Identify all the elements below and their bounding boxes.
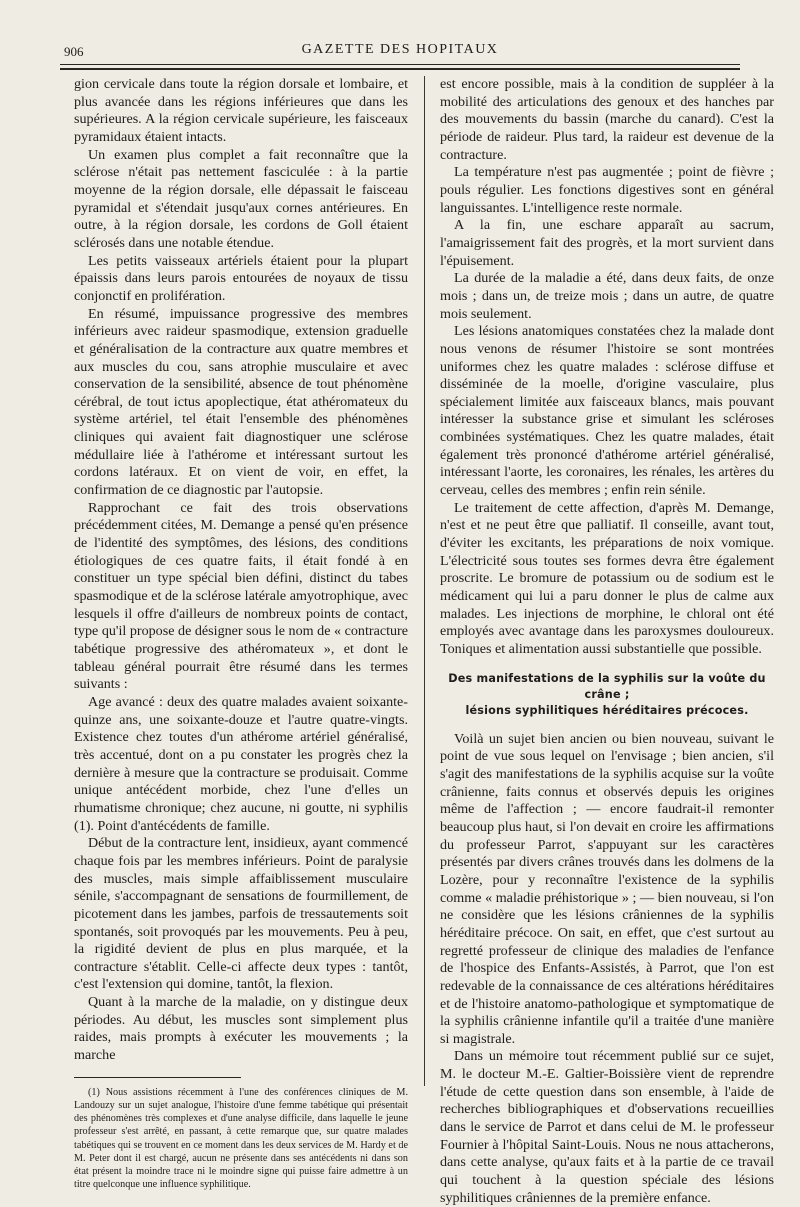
paragraph: La température n'est pas augmentée ; point de fièvre ; pouls régulier. Les fonctions digestives sont en général languissantes. L'intelligence reste normale. <box>440 164 774 216</box>
paragraph: Un examen plus complet a fait reconnaître que la sclérose n'était pas nettement fasciculée : à la partie moyenne de la région dorsale, elle dépassait le faisceau pyramidal et s'étendait jusqu'aux cornes antérieures. En outre, à la région dorsale, les cordons de Goll étaient sclérosés dans une notable étendue. <box>74 146 408 251</box>
paragraph: La durée de la maladie a été, dans deux faits, de onze mois ; dans un, de treize mois ; dans un autre, de quatre mois seulement. <box>440 270 774 322</box>
page-number: 906 <box>64 44 84 59</box>
paragraph: A la fin, une eschare apparaît au sacrum, l'amaigrissement fait des progrès, et la mort survient dans l'épuisement. <box>440 217 774 269</box>
paragraph: est encore possible, mais à la condition de suppléer à la mobilité des articulations des genoux et des hanches par des mouvements du bassin (marche du canard). C'est la période de raideur. Plus tard, la raideur est devenue de la contracture. <box>440 76 774 163</box>
footnote-separator <box>74 1077 241 1078</box>
paragraph: Début de la contracture lent, insidieux, ayant commencé chaque fois par les membres inférieurs. Point de paralysie des muscles, mais simple affaiblissement musculaire sénile, s'accompagnant de sensations de fourmillement, de picotement dans les jambes, parfois de tressautements soit spontanés, soit provoqués par les mouvements. Peu à peu, la rigidité devient de plus en plus marquée, et la contracture s'établit. Celle-ci affecte deux types : tantôt, c'est l'extension qui domine, tantôt, la flexion. <box>74 835 408 993</box>
column-divider <box>424 76 425 1086</box>
section-title <box>440 671 774 719</box>
page-header <box>60 40 740 60</box>
left-column <box>74 76 408 1191</box>
paragraph: Voilà un sujet bien ancien ou bien nouveau, suivant le point de vue sous lequel on l'envisage ; bien ancien, s'il s'agit des manifestations de la syphilis acquise sur la voûte crânienne, faits connus et observés depuis les origines même de l'affection ; — encore faudrait-il remonter beaucoup plus haut, si l'on devait en croire les affirmations du professeur Parrot, s'appuyant sur les caractères présentés par divers crânes trouvés dans les dolmens de la Lozère, pour y reconnaître l'existence de la syphilis comme « maladie préhistorique » ; — bien nouveau, si l'on ne considère que les lésions crâniennes de la syphilis héréditaire précoce. On sait, en effet, que c'est surtout au regretté professeur de clinique des maladies de l'enfance de l'hospice des Enfants-Assistés, à Parrot, que l'on est redevable de la connaissance de ces altérations héréditaires et de l'histoire anatomo-pathologique et symptomatique de la syphilis crânienne infantile qu'il a traitée d'une manière si magistrale. <box>440 730 774 1047</box>
header-rule <box>60 64 740 65</box>
section-title-line: Des manifestations de la syphilis sur la voûte du crâne ; <box>448 671 766 701</box>
header-rule-double <box>60 68 740 70</box>
footnote: (1) Nous assistions récemment à l'une des conférences cliniques de M. Landouzy sur un sujet analogue, l'histoire d'une femme tabétique qui présentait des phénomènes très complexes et d'une analyse difficile, dans laquelle le jeune professeur s'est arrêté, en passant, à cette remarque que, sur quatre malades tabétiques qui se trouvent en ce moment dans les deux services de M. Hardy et de M. Peter dont il est chargé, aucun ne présente dans ses antécédents ni dans son état présent la moindre trace ni le moindre signe qui puisse faire admettre à un titre quelconque une influence syphilitique. <box>74 1086 408 1191</box>
section-title-line: lésions syphilitiques héréditaires précoces. <box>465 703 749 717</box>
paragraph: Dans un mémoire tout récemment publié sur ce sujet, M. le docteur M.-E. Galtier-Boissière vient de reprendre l'étude de cette question dans son ensemble, à l'aide de recherches bibliographiques et d'observations recueillies dans le service de Parrot et dans celui de M. le professeur Fournier à l'hôpital Saint-Louis. Nous ne nous attacherons, dans cette analyse, qu'aux faits et à la partie de ce travail qui touchent à la question spéciale des lésions syphilitiques crâniennes de la première enfance. <box>440 1048 774 1206</box>
paragraph: Les petits vaisseaux artériels étaient pour la plupart épaissis dans leurs parois entourées de noyaux de tissu conjonctif en prolifération. <box>74 252 408 304</box>
paragraph: En résumé, impuissance progressive des membres inférieurs avec raideur spasmodique, extension graduelle et généralisation de la contracture aux quatre membres et aux muscles du cou, sans atrophie musculaire et avec conservation de la sensibilité, absence de tout phénomène cérébral, de tout ictus apoplectique, état athéromateux du système artériel, tel était l'ensemble des phénomènes cliniques qui avaient fait diagnostiquer une sclérose médullaire liée à l'athérome et intéressant surtout les cordons latéraux. Et on vient de voir, en effet, la confirmation de ce diagnostic par l'autopsie. <box>74 305 408 499</box>
paragraph: gion cervicale dans toute la région dorsale et lombaire, et plus avancée dans les régions inférieures que dans les supérieures. A la région cervicale supérieure, les faisceaux pyramidaux étaient intacts. <box>74 76 408 145</box>
running-title: GAZETTE DES HOPITAUX <box>301 42 499 57</box>
paragraph: Le traitement de cette affection, d'après M. Demange, n'est et ne peut être que palliatif. Il conseille, avant tout, d'éviter les excitants, les préparations de noix vomique. L'électricité sous toutes ses formes devra être également proscrite. Le bromure de potassium ou de sodium est le médicament qui lui a paru donner le plus de calme aux malades. Les injections de morphine, le chloral ont été employés avec avantage dans les paroxysmes douloureux. Toniques et alimentation aussi substantielle que possible. <box>440 499 774 657</box>
paragraph: Age avancé : deux des quatre malades avaient soixante-quinze ans, une soixante-douze et l'autre quatre-vingts. Existence chez toutes d'un athérome artériel généralisé, très accentué, dont on a pu constater les progrès chez la dernière à mesure que la contracture se produisait. Comme unique antécédent morbide, chez l'une d'elles un rhumatisme chronique; chez aucune, ni goutte, ni syphilis (1). Point d'antécédents de famille. <box>74 693 408 834</box>
paragraph: Les lésions anatomiques constatées chez la malade dont nous venons de résumer l'histoire se sont montrées uniformes chez les quatre malades : sclérose diffuse et disséminée de la moelle, d'origine vasculaire, plus spécialement limitée aux faisceaux blancs, mais pouvant intéresser la substance grise et simulant les scléroses combinées systématiques. Chez les quatre malades, était également très prononcé d'athérome artériel généralisé, intéressant l'aorte, les coronaires, les rénales, les artères du cerveau, celles des membres ; enfin rein sénile. <box>440 323 774 499</box>
paragraph: Rapprochant ce fait des trois observations précédemment citées, M. Demange a pensé qu'en présence de l'identité des symptômes, des lésions, des conditions étiologiques de ces quatre faits, il était fondé à en constituer un type spécial bien défini, distinct du tabes spasmodique et de la sclérose latérale amyotrophique, avec lesquels il offre d'ailleurs de nombreux points de contact, type qu'il propose de désigner sous le nom de « contracture tabétique progressive des athéromateux », et dont le tableau général pourrait être résumé dans les termes suivants : <box>74 499 408 693</box>
right-column <box>440 76 774 1207</box>
paragraph: Quant à la marche de la maladie, on y distingue deux périodes. Au début, les muscles sont simplement plus raides, mais prompts à exécuter les mouvements ; la marche <box>74 994 408 1064</box>
